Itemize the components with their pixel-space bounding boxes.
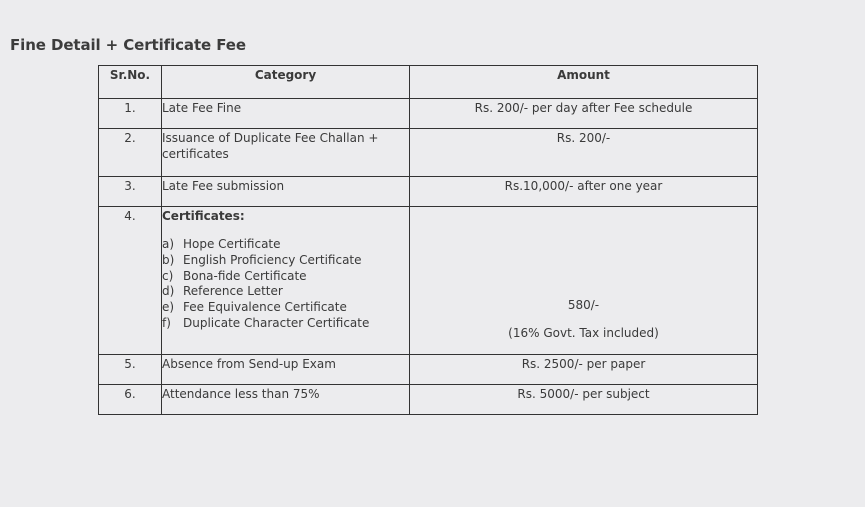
sr-no-cell: [99, 385, 162, 415]
amount-cell: [410, 99, 758, 129]
amount-note: (16% Govt. Tax included): [508, 326, 659, 340]
page-title: Fine Detail + Certificate Fee: [10, 36, 246, 54]
category-cell: [162, 355, 410, 385]
category: Late Fee submission: [162, 179, 285, 193]
certificate-list: [162, 237, 409, 332]
category-cell: [162, 385, 410, 415]
list-item: [162, 316, 409, 332]
header-amount: Amount: [410, 66, 758, 99]
table-row: [99, 385, 758, 415]
category-cell: [162, 177, 410, 207]
amount-cell: [410, 355, 758, 385]
category: Issuance of Duplicate Fee Challan + certificates: [162, 131, 379, 161]
header-sr-no: Sr.No.: [99, 66, 162, 99]
amount-cell: [410, 177, 758, 207]
list-item: [162, 284, 409, 300]
list-item-text: Fee Equivalence Certificate: [183, 300, 347, 315]
sr-no: 4.: [124, 209, 136, 223]
sr-no: 3.: [124, 179, 136, 193]
list-item-text: Bona-fide Certificate: [183, 268, 307, 283]
sr-no-cell: [99, 207, 162, 355]
list-marker: e): [162, 300, 175, 315]
list-item-text: Hope Certificate: [183, 237, 281, 251]
category-cell: [162, 207, 410, 355]
table-row: [99, 355, 758, 385]
table-row: [99, 207, 758, 355]
list-marker: c): [162, 268, 174, 283]
amount-cell: [410, 129, 758, 177]
sr-no: 2.: [124, 131, 136, 145]
list-item-text: Duplicate Character Certificate: [183, 315, 370, 330]
header-category: Category: [162, 66, 410, 99]
amount: Rs.10,000/- after one year: [504, 179, 663, 193]
table-row: [99, 177, 758, 207]
amount: Rs. 2500/- per paper: [521, 357, 646, 371]
table-header-row: [99, 66, 758, 99]
category: Attendance less than 75%: [162, 387, 320, 401]
amount: Rs. 200/- per day after Fee schedule: [474, 101, 693, 115]
list-item: [162, 237, 409, 253]
category: Late Fee Fine: [162, 101, 242, 115]
list-item-text: English Proficiency Certificate: [183, 252, 362, 267]
sr-no-cell: [99, 129, 162, 177]
list-item: [162, 269, 409, 285]
list-marker: a): [162, 237, 175, 251]
amount: Rs. 200/-: [556, 131, 611, 145]
category: Absence from Send-up Exam: [162, 357, 336, 371]
sr-no: 1.: [124, 101, 136, 115]
category-cell: [162, 129, 410, 177]
list-item: [162, 253, 409, 269]
list-marker: d): [162, 284, 175, 299]
sr-no-cell: [99, 355, 162, 385]
list-marker: f): [162, 315, 171, 330]
list-item-text: Reference Letter: [183, 284, 283, 299]
fee-table: [98, 65, 758, 415]
sr-no-cell: [99, 99, 162, 129]
table-row: [99, 99, 758, 129]
sr-no: 5.: [124, 357, 136, 371]
amount: 580/-: [567, 298, 600, 312]
list-marker: b): [162, 252, 175, 267]
sr-no: 6.: [124, 387, 136, 401]
amount-cell: [410, 385, 758, 415]
table-row: [99, 129, 758, 177]
certificates-heading: Certificates:: [162, 209, 245, 223]
amount-cell: [410, 207, 758, 355]
sr-no-cell: [99, 177, 162, 207]
category-cell: [162, 99, 410, 129]
list-item: [162, 300, 409, 316]
amount: Rs. 5000/- per subject: [517, 387, 650, 401]
